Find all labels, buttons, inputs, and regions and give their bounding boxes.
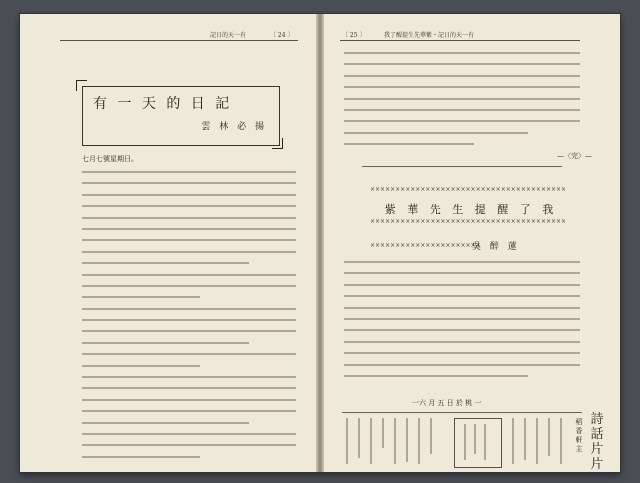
vertical-text-line	[394, 418, 396, 464]
text-line	[82, 251, 296, 253]
text-line	[344, 109, 580, 111]
vertical-text-line	[474, 424, 476, 454]
text-line	[344, 261, 580, 263]
text-line	[344, 132, 528, 134]
left-header-rule	[60, 40, 298, 41]
vertical-text-line	[358, 418, 360, 458]
text-line	[82, 433, 296, 435]
text-line	[82, 308, 296, 310]
text-line	[344, 272, 580, 274]
right-page	[322, 14, 620, 472]
text-line	[82, 387, 296, 389]
text-line	[82, 296, 200, 298]
end-mark: —〈完〉—	[557, 152, 592, 160]
article-title: 有 一 天 的 日 記	[93, 96, 233, 112]
text-line	[344, 307, 580, 309]
text-line	[82, 274, 296, 276]
text-line	[82, 285, 296, 287]
text-line	[82, 330, 296, 332]
title-box	[82, 86, 280, 146]
text-line	[344, 75, 580, 77]
magazine-spread	[20, 14, 620, 472]
text-line	[344, 52, 580, 54]
text-line	[344, 98, 580, 100]
text-line	[82, 205, 296, 207]
corner-bracket-icon	[76, 80, 87, 91]
decorative-x-border-bottom: ××××××××××××××××××××××	[370, 242, 481, 249]
text-line	[344, 86, 580, 88]
poem-title: 詩話片片	[590, 412, 604, 472]
text-line	[344, 295, 580, 297]
text-line	[344, 329, 580, 331]
vertical-text-columns	[342, 418, 442, 468]
poem-body-columns	[508, 418, 568, 468]
left-body-text	[82, 171, 296, 467]
left-page-number: 〔 24 〕	[270, 32, 294, 39]
text-line	[82, 262, 249, 264]
vertical-text-line	[524, 418, 526, 460]
vertical-text-line	[512, 418, 514, 464]
text-line	[82, 194, 296, 196]
article-author: 雲 林 必 揚	[201, 122, 267, 132]
poem-author: 稻香軒主	[575, 418, 583, 453]
text-line	[82, 410, 296, 412]
text-line	[82, 319, 296, 321]
vertical-text-line	[464, 424, 466, 460]
text-line	[344, 341, 580, 343]
text-line	[344, 364, 580, 366]
section-author: 吳 醉 蓮	[472, 242, 520, 252]
right-body-text-top	[344, 52, 580, 155]
text-line	[82, 342, 249, 344]
right-running-head: 我了醒提生先華紫・記日的天一有	[384, 32, 475, 39]
section-divider	[362, 166, 562, 167]
decorative-x-border-top: ×××××××××××××××××××××××××××××××××××××××	[370, 186, 567, 193]
vertical-text-line	[484, 424, 486, 460]
text-line	[82, 444, 296, 446]
text-line	[344, 375, 528, 377]
text-line	[344, 318, 580, 320]
vertical-text-line	[346, 418, 348, 464]
decorative-x-border-middle: ×××××××××××××××××××××××××××××××××××××××	[370, 218, 567, 225]
vertical-text-line	[536, 418, 538, 464]
text-line	[344, 352, 580, 354]
text-line	[82, 228, 296, 230]
left-page	[20, 14, 318, 472]
vertical-text-line	[418, 418, 420, 464]
right-body-text-bottom	[344, 261, 580, 386]
text-line	[82, 376, 296, 378]
footer-date: 一六 月 五 日 於 桃 一	[412, 399, 482, 407]
section-title: 紫 華 先 生 提 醒 了 我	[384, 203, 558, 216]
text-line	[82, 353, 296, 355]
vertical-text-line	[370, 418, 372, 464]
text-line	[82, 365, 200, 367]
right-page-number: 〔 25 〕	[342, 32, 366, 39]
text-line	[82, 422, 249, 424]
diary-date: 七月七號星期日。	[82, 155, 138, 163]
text-line	[344, 143, 474, 145]
text-line	[82, 182, 296, 184]
text-line	[82, 217, 296, 219]
corner-bracket-icon	[272, 138, 283, 149]
text-line	[82, 399, 296, 401]
text-line	[344, 120, 580, 122]
footer-divider	[342, 412, 582, 413]
vertical-text-line	[560, 418, 562, 464]
vertical-text-line	[430, 418, 432, 454]
vertical-text-line	[548, 418, 550, 456]
vertical-text-line	[406, 418, 408, 462]
text-line	[344, 284, 580, 286]
right-header-rule	[340, 40, 580, 41]
text-line	[82, 456, 200, 458]
text-line	[344, 63, 580, 65]
text-line	[82, 171, 296, 173]
text-line	[82, 239, 296, 241]
vertical-text-line	[382, 418, 384, 448]
inset-text-columns	[460, 424, 496, 464]
left-running-head: 記日的天一有	[210, 32, 247, 39]
